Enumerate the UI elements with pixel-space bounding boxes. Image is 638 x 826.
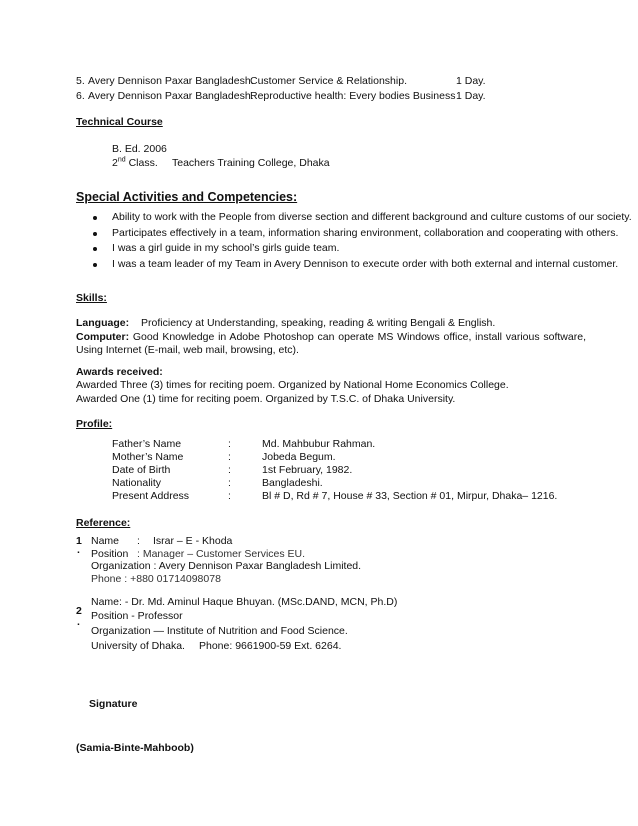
technical-course-degree: B. Ed. 2006 — [112, 143, 167, 155]
ref2-name: Name: - Dr. Md. Aminul Haque Bhuyan. (MSc.DAND, MCN, Ph.D) — [91, 596, 398, 608]
language-text: Proficiency at Understanding, speaking, reading & writing Bengali & English. — [141, 317, 496, 329]
ref2-organization: Organization — Institute of Nutrition and Food Science. — [91, 625, 348, 637]
ref1-position-label: Position — [91, 548, 129, 560]
computer-line — [76, 331, 586, 357]
activity-item: Participates effectively in a team, information sharing environment, collaboration and cooperating with others. — [112, 227, 619, 239]
ref1-phone: Phone : +880 01714098078 — [91, 573, 221, 585]
ref-number: 1 — [76, 535, 82, 547]
profile-sep: : — [228, 438, 231, 450]
ref1-organization: Organization : Avery Dennison Paxar Bangladesh Limited. — [91, 560, 362, 572]
class-superscript: nd — [117, 156, 126, 164]
profile-value: Jobeda Begum. — [262, 451, 336, 463]
class-word: Class. — [128, 157, 158, 169]
profile-sep: : — [228, 464, 231, 476]
profile-heading: Profile: — [76, 418, 113, 430]
bullet-icon — [93, 232, 97, 236]
ref1-name-sep: : — [137, 535, 140, 547]
profile-value: Md. Mahbubur Rahman. — [262, 438, 376, 450]
profile-label: Nationality — [112, 477, 162, 489]
ref1-name-value: Israr – E - Khoda — [153, 535, 233, 547]
profile-sep: : — [228, 451, 231, 463]
technical-course-class — [112, 157, 158, 170]
language-line — [76, 317, 495, 330]
training-topic: Reproductive health: Every bodies Business — [250, 90, 456, 102]
bullet-icon — [93, 263, 97, 267]
training-number: 5. — [76, 75, 85, 87]
award-item: Awarded Three (3) times for reciting poem. Organized by National Home Economics College. — [76, 379, 509, 391]
profile-value: Bl # D, Rd # 7, House # 33, Section # 01, Mirpur, Dhaka– 1216. — [262, 490, 558, 502]
reference-heading: Reference: — [76, 517, 131, 529]
ref1-position-value: : Manager – Customer Services EU. — [137, 548, 306, 560]
training-number: 6. — [76, 90, 85, 102]
ref-number-dot: . — [77, 616, 80, 628]
training-duration: 1 Day. — [456, 75, 486, 87]
technical-course-heading: Technical Course — [76, 116, 163, 128]
training-duration: 1 Day. — [456, 90, 486, 102]
computer-text: Good Knowledge in Adobe Photoshop can operate MS Windows office, install various software, Using Internet (E-mail, web mail, browsing, etc). — [76, 331, 586, 356]
profile-sep: : — [228, 477, 231, 489]
profile-label: Present Address — [112, 490, 190, 502]
bullet-icon — [93, 216, 97, 220]
profile-value: Bangladeshi. — [262, 477, 323, 489]
ref2-position: Position - Professor — [91, 610, 183, 622]
activity-item: Ability to work with the People from diverse section and different background and culture customs of our society. — [112, 211, 632, 223]
awards-heading: Awards received: — [76, 366, 163, 378]
ref-number: 2 — [76, 605, 82, 617]
class-number: 2 — [112, 157, 118, 169]
ref2-phone: Phone: 9661900-59 Ext. 6264. — [199, 640, 342, 652]
signature-label: Signature — [89, 698, 138, 710]
profile-label: Father’s Name — [112, 438, 182, 450]
award-item: Awarded One (1) time for reciting poem. Organized by T.S.C. of Dhaka University. — [76, 393, 456, 405]
computer-label: Computer: — [76, 331, 130, 343]
technical-course-institution: Teachers Training College, Dhaka — [172, 157, 330, 169]
training-topic: Customer Service & Relationship. — [250, 75, 407, 87]
ref2-university: University of Dhaka. — [91, 640, 185, 652]
activity-item: I was a girl guide in my school’s girls guide team. — [112, 242, 340, 254]
training-org: Avery Dennison Paxar Bangladesh. — [88, 90, 254, 102]
bullet-icon — [93, 247, 97, 251]
profile-label: Date of Birth — [112, 464, 171, 476]
profile-label: Mother’s Name — [112, 451, 184, 463]
ref-number-dot: . — [77, 544, 80, 556]
skills-heading: Skills: — [76, 292, 107, 304]
activity-item: I was a team leader of my Team in Avery Dennison to execute order with both external and internal customer. — [112, 258, 619, 270]
training-org: Avery Dennison Paxar Bangladesh. — [88, 75, 254, 87]
profile-sep: : — [228, 490, 231, 502]
ref1-name-label: Name — [91, 535, 120, 547]
profile-value: 1st February, 1982. — [262, 464, 353, 476]
signature-name: (Samia-Binte-Mahboob) — [76, 742, 194, 754]
special-activities-heading: Special Activities and Competencies: — [76, 190, 298, 204]
language-label: Language: — [76, 317, 130, 329]
